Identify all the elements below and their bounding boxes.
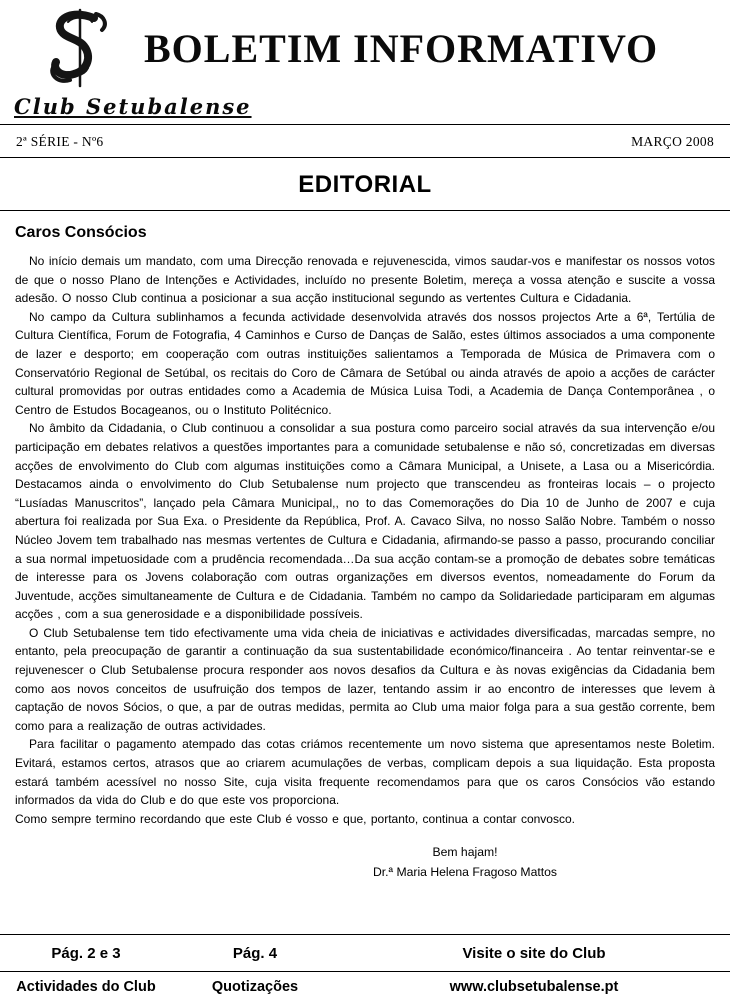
editorial-paragraph: No âmbito da Cidadania, o Club continuou a consolidar a sua postura como parceiro social através da sua intervenção e/ou participação em debates relativos a questões importantes para a comunidade setubalense e não só, concretizadas em diversas acções de envolvimento do Club com algumas instituições como a Câmara Municipal, a Unisete, a Lasa ou a Misericórdia. Destacamos ainda o envolvimento do Club Setubalense num projecto que transcendeu as fronteiras locais – o projecto “Lusíadas Manuscritos”, lançado pela Câmara Municipal,, no to das Comemorações do Dia 10 de Junho de 2007 e cuja abertura foi realizada por Sua Exa. o Presidente da República, Prof. A. Cavaco Silva, no nosso Salão Nobre. Também o nosso Núcleo Jovem tem trabalhado nas mesmas vertentes de Cultura e Cidadania, afirmando-se passo a passo, procurando conciliar a sua normal impetuosidade com a prudência recomendada…Da sua acção contam-se a promoção de debates sobre temáticas de interesse para os Jovens colaboração com outras organizações em diversos eventos, nomeadamente do Forum da Juventude, acções simultaneamente de Cultura e de Cidadania. Também no campo da Solidariedade participaram em algumas acções , com a sua generosidade e a disponibilidade possíveis. (15, 421, 715, 622)
footer-page-ref: Pág. 2 e 3 (51, 945, 121, 962)
footer (0, 934, 730, 1005)
editorial-paragraph: No campo da Cultura sublinhamos a fecunda actividade desenvolvida através dos nossos projectos Arte a 6ª, Tertúlia de Cultura Científica, Forum de Fotografia, 4 Caminhos e Curso de Danças de Salão, estes últimos associados a uma componente de lazer e desporto; em cooperação com outras instituições salientamos a Temporada de Música de Primavera com o Conservatório Regional de Setúbal, os recitais do Coro de Câmara de Setúbal ou ainda através de apoio a acções de carácter cultural promovidas por outras entidades como a Academia de Música Luisa Todi, a Academia de Dança Contemporânea , o Centro de Estudos Bocageanos, ou o Instituto Politécnico. (15, 309, 715, 417)
salutation: Caros Consócios (15, 224, 147, 241)
editorial-paragraph: O Club Setubalense tem tido efectivamente uma vida cheia de iniciativas e actividades diversificadas, marcadas sempre, no entanto, pela preocupação de garantir a continuação da sua sustentabilidade económico/financeira . Ao tentar reinventar-se e rejuvenescer o Club Setubalense procura responder aos novos desafios da Cultura e às novas exigências da Cidadania bem como aos novos conceitos de usufruição dos tempos de lazer, tentando assim ir ao encontro de interesses que levem à captação de novos Sócios, o que, a par de outras medidas, permita ao Club uma maior folga para a sua gestão corrente, bem como para a realização de outras actividades. (15, 625, 715, 733)
footer-page-ref: Pág. 4 (232, 945, 278, 962)
footer-section-label: Actividades do Club (16, 979, 156, 995)
editorial-paragraph: No início demais um mandato, com uma Direcção renovada e rejuvenescida, vimos saudar-vos e manifestar os nossos votos de que o nosso Plano de Intenções e Actividades, incluído no presente Boletim, mereça a vossa atenção e suscite a vossa adesão. O nosso Club continua a posicionar a sua acção institucional segundo as vertentes Cultura e Cidadania. (15, 254, 715, 306)
issue-date: MARÇO 2008 (631, 134, 714, 149)
header (0, 0, 730, 90)
footer-labels-row (0, 972, 730, 1005)
editorial-paragraph: Como sempre termino recordando que este Club é vosso e que, portanto, continua a contar convosco. (15, 811, 575, 826)
club-emblem-icon (44, 8, 116, 88)
newsletter-title: BOLETIM INFORMATIVO (144, 25, 659, 71)
series-row (0, 125, 730, 157)
closing-line: Bem hajam! (432, 845, 498, 860)
club-name: Club Setubalense (14, 94, 252, 119)
divider-rule (0, 210, 730, 211)
editorial-body (0, 224, 730, 882)
editorial-paragraph: Para facilitar o pagamento atempado das cotas criámos recentemente um novo sistema que apresentamos neste Boletim. Evitará, estamos certos, atrasos que ao criarem acumulações de verbas, complicam depois a sua liquidação. Esta proposta estará também acessível no nosso Site, cuja visita frequente recomendamos para que os caros Consócios vão estando informados da vida do Club e do que este vos proporciona. (15, 737, 715, 808)
footer-section-label: Quotizações (211, 979, 299, 995)
signoff (15, 842, 715, 882)
series-number: 2ª SÉRIE - Nº6 (16, 134, 104, 149)
editorial-heading: EDITORIAL (298, 171, 432, 198)
footer-site-callout: Visite o site do Club (462, 945, 606, 962)
signature: Dr.ª Maria Helena Fragoso Mattos (372, 865, 557, 880)
footer-pages-row (0, 935, 730, 971)
editorial-text (15, 252, 715, 828)
website-link[interactable]: www.clubsetubalense.pt (449, 979, 619, 995)
